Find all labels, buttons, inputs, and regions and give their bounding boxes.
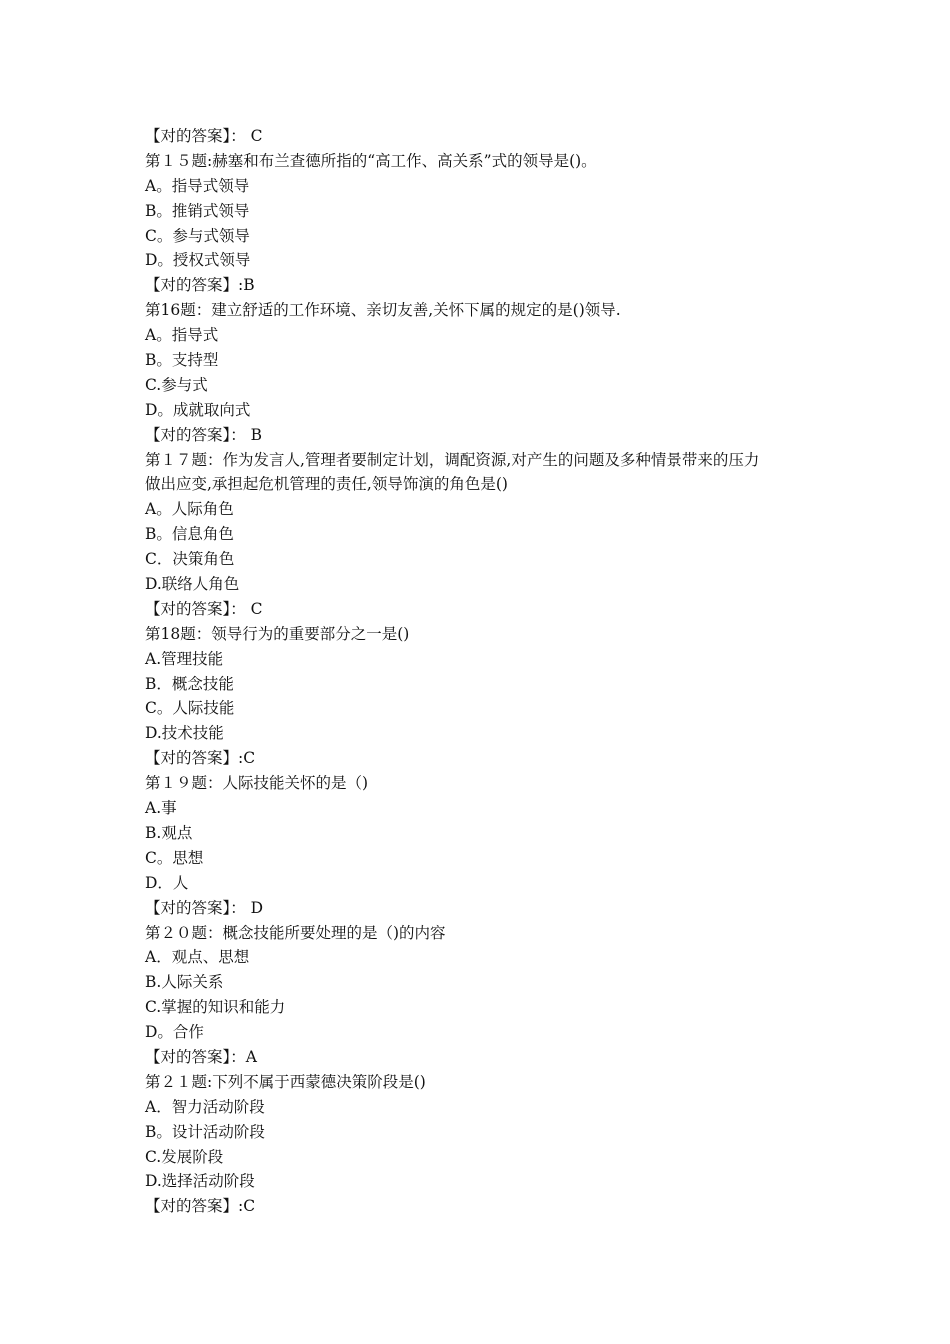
question-17: 第１７题：作为发言人,管理者要制定计划，调配资源,对产生的问题及多种情景带来的压力 [145,450,760,469]
answer-line: 【对的答案】： B [145,425,263,444]
option-line: A。指导式领导 [145,176,250,195]
option-line: C.发展阶段 [145,1147,224,1166]
answer-line: 【对的答案】： D [145,898,264,917]
option-line: B。支持型 [145,351,219,370]
answer-line: 【对的答案】:B [145,276,255,295]
option-line: B．概念技能 [145,674,234,693]
option-line: B.人际关系 [145,973,224,992]
option-line: D.选择活动阶段 [145,1172,255,1191]
question-15: 第１５题:赫塞和布兰查德所指的“高工作、高关系”式的领导是()。 [145,151,597,170]
question-19: 第１９题：人际技能关怀的是（) [145,774,369,793]
option-line: A.事 [145,799,177,818]
option-line: D。合作 [145,1023,204,1042]
answer-line: 【对的答案】:C [145,1197,256,1216]
question-18: 第18题：领导行为的重要部分之一是() [145,624,410,643]
answer-line: 【对的答案】： C [145,127,263,145]
option-line: C。思想 [145,848,204,867]
question-17-continued: 做出应变,承担起危机管理的责任,领导饰演的角色是() [145,475,508,494]
option-line: A．观点、思想 [145,948,250,967]
option-line: B。信息角色 [145,525,234,544]
option-line: A.管理技能 [145,649,224,668]
option-line: B.观点 [145,823,193,842]
option-line: B。设计活动阶段 [145,1122,265,1141]
question-16: 第16题：建立舒适的工作环境、亲切友善,关怀下属的规定的是()领导. [145,301,621,320]
option-line: C.参与式 [145,375,208,394]
answer-line: 【对的答案】： C [145,599,263,618]
question-20: 第２０题：概念技能所要处理的是（)的内容 [145,923,446,942]
answer-line: 【对的答案】:C [145,749,256,768]
option-line: D.联络人角色 [145,575,240,594]
option-line: A。人际角色 [145,500,234,519]
option-line: C．决策角色 [145,550,235,569]
answer-line: 【对的答案】：A [145,1047,257,1066]
option-line: B。推销式领导 [145,201,250,220]
option-line: D.技术技能 [145,724,224,743]
question-21: 第２１题:下列不属于西蒙德决策阶段是() [145,1072,426,1091]
option-line: A。指导式 [145,326,219,345]
document-body [145,124,825,1219]
option-line: A．智力活动阶段 [145,1097,265,1116]
option-line: C.掌握的知识和能力 [145,998,286,1017]
option-line: D．人 [145,873,189,892]
option-line: C。参与式领导 [145,226,250,245]
option-line: C。人际技能 [145,699,235,718]
option-line: D。成就取向式 [145,400,251,419]
option-line: D。授权式领导 [145,251,251,270]
